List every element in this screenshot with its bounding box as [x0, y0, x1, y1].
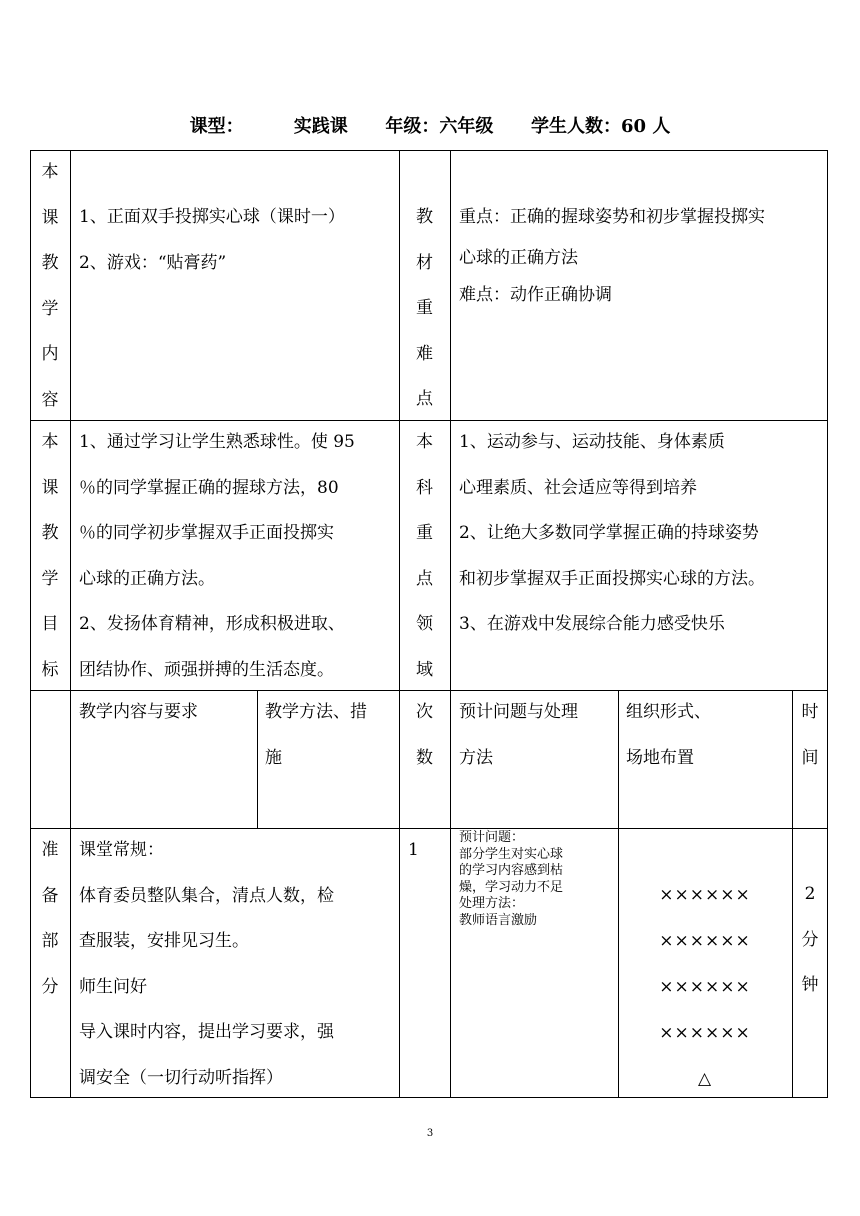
key-difficult-points-label: 教 材 重 难 点 — [416, 207, 433, 409]
teaching-content: 1、正面双手投掷实心球（课时一） 2、游戏：“贴膏药” — [79, 207, 345, 273]
teaching-objectives-label: 本 课 教 学 目 标 — [41, 432, 59, 680]
formation-diagram: ×××××× ×××××× ×××××× ×××××× △ — [659, 885, 751, 1089]
preparation-count: 1 — [408, 840, 419, 860]
page-number: 3 — [426, 1128, 434, 1139]
col-organization-header: 组织形式、 场地布置 — [626, 702, 711, 768]
lesson-plan-table — [30, 150, 828, 1098]
key-domain-label: 本 科 重 点 领 域 — [416, 432, 433, 680]
col-content-header: 教学内容与要求 — [79, 702, 198, 722]
lesson-header: 课型： 实践课 年级：六年级 学生人数：60 人 — [189, 116, 671, 137]
key-difficult-points: 重点：正确的握球姿势和初步掌握投掷实 心球的正确方法 难点：动作正确协调 — [459, 207, 765, 305]
col-time-header: 时 间 — [801, 702, 819, 768]
preparation-label: 准 备 部 分 — [41, 840, 59, 997]
preparation-problem: 预计问题： 部分学生对实心球 的学习内容感到枯 燥，学习动力不足 处理方法： 教师语言激励 — [459, 830, 564, 928]
col-method-header: 教学方法、措 施 — [265, 702, 367, 768]
teaching-objectives: 1、通过学习让学生熟悉球性。使 95 ％的同学掌握正确的握球方法，80 ％的同学初步掌握双手正面投掷实 心球的正确方法。 2、发扬体育精神，形成积极进取、 团结协作、顽强拼搏的生活态度。 — [79, 432, 355, 680]
col-problem-header: 预计问题与处理 方法 — [459, 702, 578, 768]
col-count-header: 次 数 — [416, 702, 433, 768]
preparation-content: 课堂常规： 体育委员整队集合，清点人数，检 查服装，安排见习生。 师生问好 导入课时内容，提出学习要求，强 调安全（一切行动听指挥） — [79, 840, 334, 1088]
preparation-time: 2 分 钟 — [801, 884, 819, 995]
key-domain: 1、运动参与、运动技能、身体素质 心理素质、社会适应等得到培养 2、让绝大多数同学掌握正确的持球姿势 和初步掌握双手正面投掷实心球的方法。 3、在游戏中发展综合能力感受快乐 — [459, 432, 765, 634]
teaching-content-label: 本 课 教 学 内 容 — [41, 162, 59, 410]
